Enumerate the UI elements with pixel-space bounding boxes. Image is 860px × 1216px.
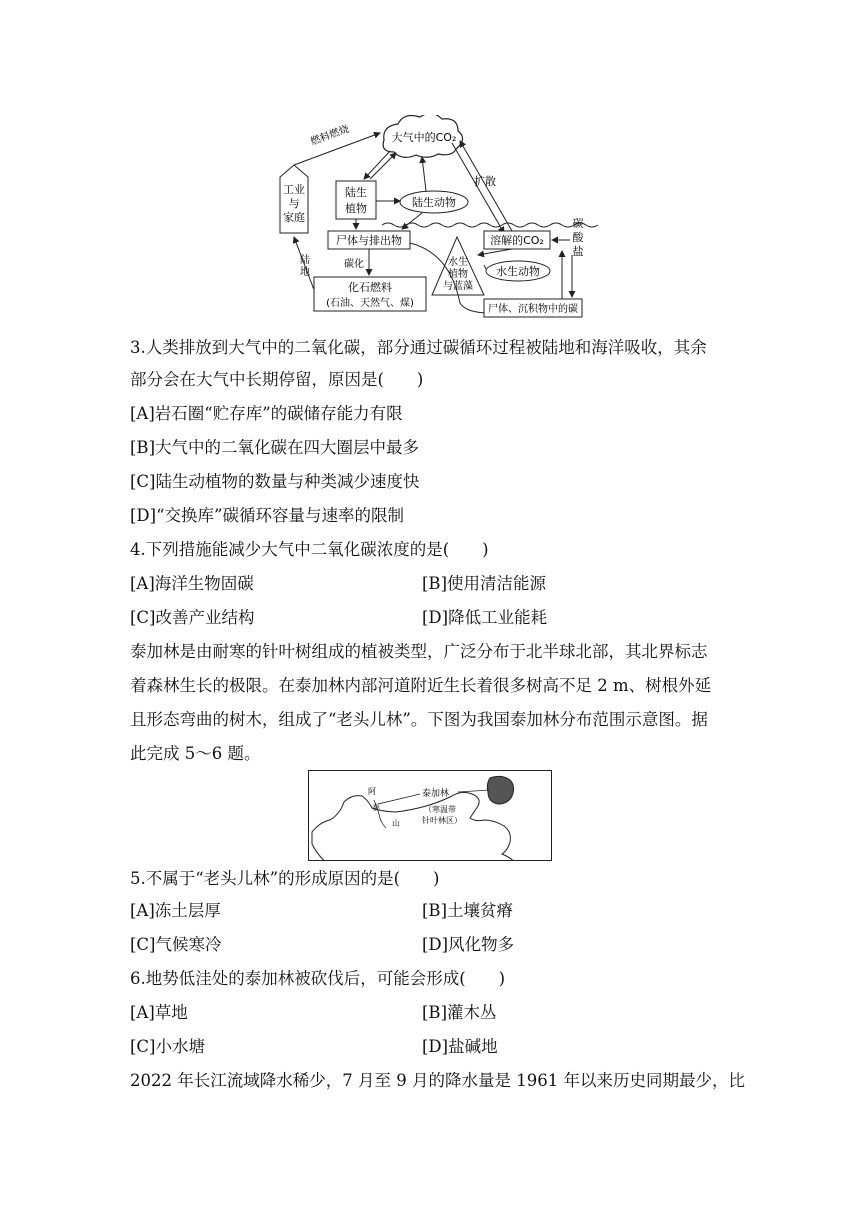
q5-option-c[interactable]: [C]气候寒冷 (130, 935, 222, 954)
carbon-cycle-diagram (272, 115, 602, 320)
fossil-2: (石油、天然气、煤) (326, 298, 414, 309)
taiga-map (308, 770, 552, 861)
taiga-note-1: （寒温带 (424, 805, 456, 814)
water-plants-1: 水生 (448, 257, 468, 268)
q4-option-d[interactable]: [D]降低工业能耗 (422, 608, 548, 627)
map-label-b: 泰 (372, 803, 380, 812)
q6-option-d[interactable]: [D]盐碱地 (422, 1037, 498, 1056)
industry-text-3: 家庭 (283, 211, 305, 224)
q4-option-c[interactable]: [C]改善产业结构 (130, 608, 255, 627)
q4-option-a[interactable]: [A]海洋生物固碳 (130, 574, 254, 593)
land-plants-1: 陆生 (345, 186, 367, 199)
sediment-label: 尸体、沉积物中的碳 (488, 304, 578, 315)
water-plants-2: 植物 (448, 269, 468, 280)
q3-option-b[interactable]: [B]大气中的二氧化碳在四大圈层中最多 (130, 438, 419, 457)
map-label-c: 山 (392, 819, 400, 828)
land-label-2: 地 (300, 267, 310, 278)
water-animals-label: 水生动物 (496, 265, 540, 278)
fossil-1: 化石燃料 (348, 281, 392, 294)
land-animals-label: 陆生动物 (412, 196, 456, 209)
q5-option-d[interactable]: [D]风化物多 (422, 935, 515, 954)
taiga-note-2: 针叶林区） (422, 816, 462, 825)
q4-option-b[interactable]: [B]使用清洁能源 (422, 574, 546, 593)
land-label-1: 陆 (300, 255, 310, 266)
land-plants-2: 植物 (345, 202, 367, 215)
q6-option-a[interactable]: [A]草地 (130, 1003, 188, 1022)
passage-line-2: 着森林生长的极限。在泰加林内部河道附近生长着很多树高不足 2 m、树根外延 (130, 676, 712, 695)
diffusion-label: 扩散 (474, 175, 496, 188)
q4-stem: 4.下列措施能减少大气中二氧化碳浓度的是( ) (130, 540, 489, 559)
passage-line-4: 此完成 5～6 题。 (130, 744, 261, 763)
q6-option-b[interactable]: [B]灌木丛 (422, 1003, 497, 1022)
q3-option-a[interactable]: [A]岩石圈“贮存库”的碳储存能力有限 (130, 404, 403, 423)
water-surface (382, 223, 598, 227)
q3-option-c[interactable]: [C]陆生动植物的数量与种类减少速度快 (130, 472, 420, 491)
carbonization-label: 碳化 (344, 259, 364, 270)
taiga-label: 泰加林 (422, 789, 450, 799)
taiga-region (487, 776, 513, 804)
industry-text-1: 工业 (283, 183, 305, 196)
passage-line-3: 且形态弯曲的树木，组成了“老头儿林”。下图为我国泰加林分布范围示意图。据 (130, 710, 708, 729)
passage-line-1: 泰加林是由耐寒的针叶树组成的植被类型，广泛分布于北半球北部，其北界标志 (130, 642, 708, 661)
q6-stem: 6.地势低洼处的泰加林被砍伐后，可能会形成( ) (130, 969, 506, 988)
q6-option-c[interactable]: [C]小水塘 (130, 1037, 205, 1056)
carbonate-3: 盐 (572, 245, 584, 258)
fuel-burning-label: 燃料燃烧 (309, 123, 351, 148)
q3-option-d[interactable]: [D]“交换库”碳循环容量与速率的限制 (130, 506, 404, 525)
atmosphere-label: 大气中的CO₂ (391, 131, 457, 144)
remains-label: 尸体与排出物 (336, 234, 402, 247)
q3-stem: 3.人类排放到大气中的二氧化碳，部分通过碳循环过程被陆地和海洋吸收，其余 (130, 338, 707, 357)
q5-option-a[interactable]: [A]冻土层厚 (130, 901, 221, 920)
carbonate-2: 酸 (572, 231, 584, 244)
map-label-a: 阿 (368, 787, 376, 796)
industry-text-2: 与 (288, 197, 300, 210)
water-plants-3: 与蓝藻 (443, 281, 473, 292)
q5-option-b[interactable]: [B]土壤贫瘠 (422, 901, 513, 920)
q5-stem: 5.不属于“老头儿林”的形成原因的是( ) (130, 869, 440, 888)
dissolved-label: 溶解的CO₂ (490, 234, 544, 247)
tail-line-1: 2022 年长江流域降水稀少，7 月至 9 月的降水量是 1961 年以来历史同期最少，比 (130, 1071, 745, 1090)
q3-stem-2: 部分会在大气中长期停留，原因是( ) (130, 370, 424, 389)
carbonate-1: 碳 (572, 217, 584, 230)
